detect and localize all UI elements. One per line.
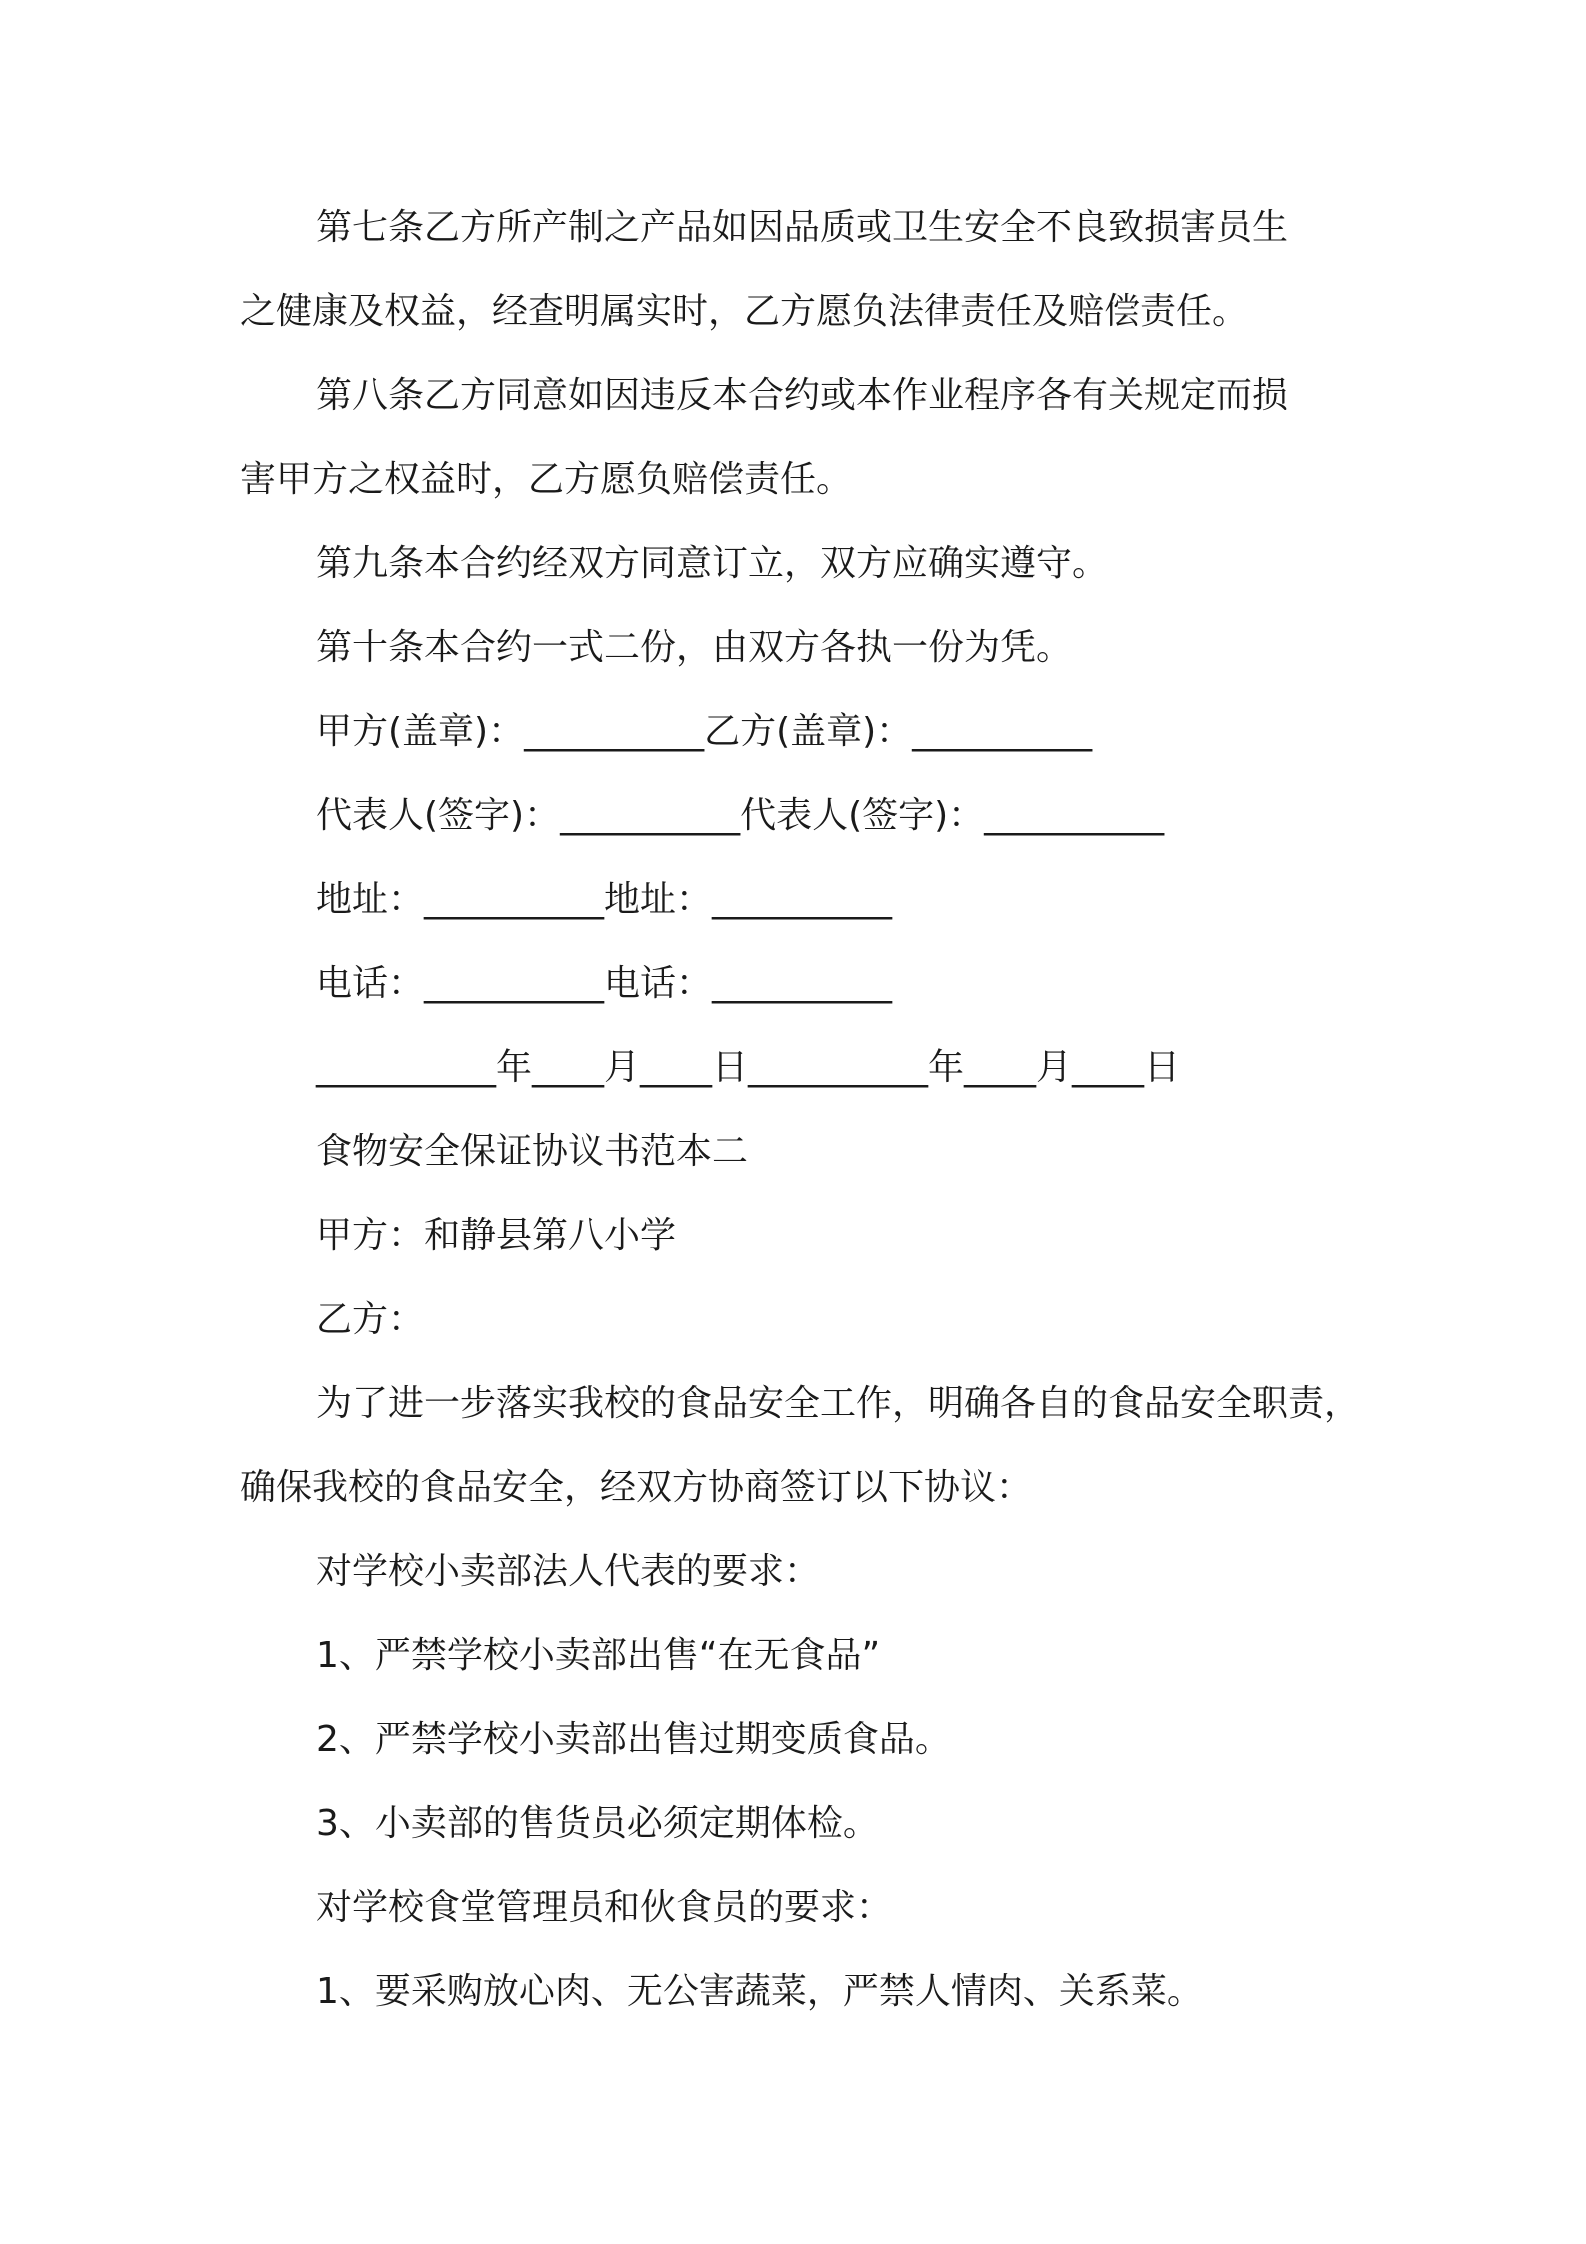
signature-seal-line: 甲方(盖章)：__________乙方(盖章)：__________ xyxy=(316,711,1093,752)
signature-date-line: __________年____月____日__________年____月____日 xyxy=(316,1047,1180,1088)
article-9: 第九条本合约经双方同意订立，双方应确实遵守。 xyxy=(316,543,1109,584)
shop-requirements-heading: 对学校小卖部法人代表的要求： xyxy=(316,1551,821,1592)
signature-phone-line: 电话：__________电话：__________ xyxy=(316,963,893,1004)
article-7 xyxy=(240,186,1460,354)
agreement-2-title: 食物安全保证协议书范本二 xyxy=(316,1131,749,1172)
shop-requirement-3: 3、小卖部的售货员必须定期体检。 xyxy=(316,1803,879,1844)
article-10: 第十条本合约一式二份，由双方各执一份为凭。 xyxy=(316,627,1073,668)
agreement-intro xyxy=(240,1362,1530,1530)
signature-representative-line: 代表人(签字)：__________代表人(签字)：__________ xyxy=(316,795,1165,836)
canteen-requirement-1: 1、要采购放心肉、无公害蔬菜，严禁人情肉、关系菜。 xyxy=(316,1971,1203,2012)
intro-line-1: 为了进一步落实我校的食品安全工作，明确各自的食品安全职责， xyxy=(316,1383,1361,1424)
article-7-line-2: 之健康及权益，经查明属实时，乙方愿负法律责任及赔偿责任。 xyxy=(240,291,1249,332)
shop-requirement-2: 2、严禁学校小卖部出售过期变质食品。 xyxy=(316,1719,951,1760)
party-a: 甲方：和静县第八小学 xyxy=(316,1215,677,1256)
shop-requirement-1: 1、严禁学校小卖部出售“在无食品” xyxy=(316,1635,881,1676)
party-b: 乙方： xyxy=(316,1299,425,1340)
article-8 xyxy=(240,354,1460,522)
article-8-line-1: 第八条乙方同意如因违反本合约或本作业程序各有关规定而损 xyxy=(316,375,1289,416)
signature-address-line: 地址：__________地址：__________ xyxy=(316,879,893,920)
canteen-requirements-heading: 对学校食堂管理员和伙食员的要求： xyxy=(316,1887,893,1928)
article-8-line-2: 害甲方之权益时，乙方愿负赔偿责任。 xyxy=(240,459,853,500)
intro-line-2: 确保我校的食品安全，经双方协商签订以下协议： xyxy=(240,1467,1033,1508)
article-7-line-1: 第七条乙方所产制之产品如因品质或卫生安全不良致损害员生 xyxy=(316,207,1289,248)
